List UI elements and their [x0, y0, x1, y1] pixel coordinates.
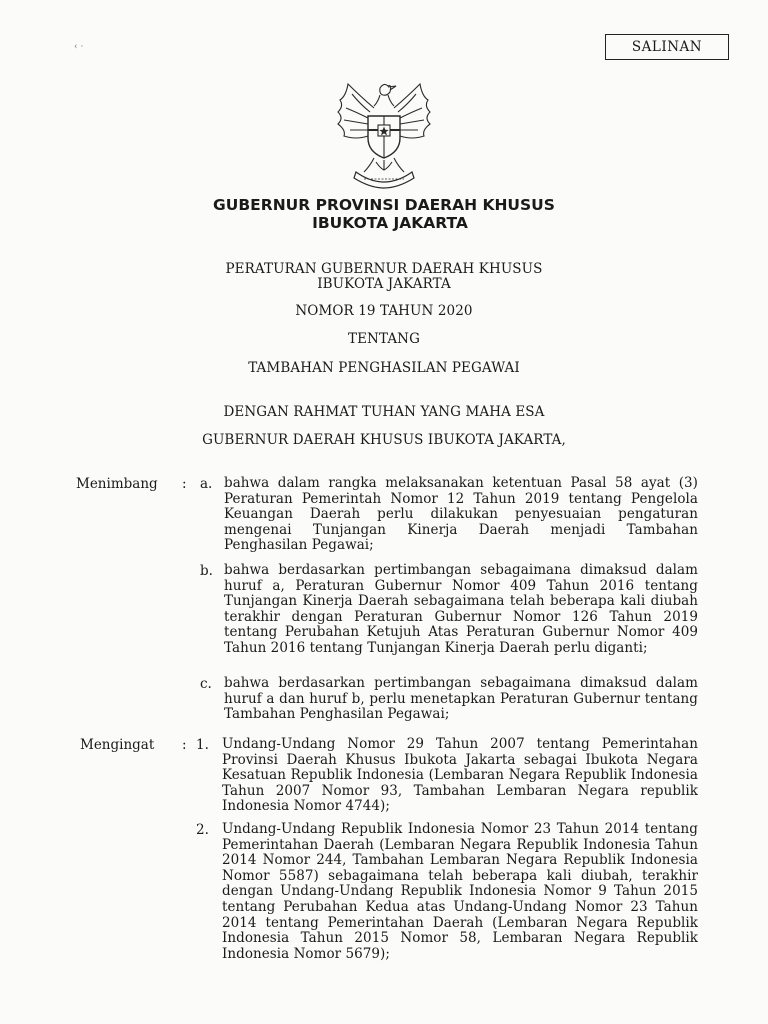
mengingat-item-2-text: Undang-Undang Republik Indonesia Nomor 23 Tahun 2014 tentang Pemerintahan Daerah (Lembaran Negara Republik Indonesia Tahun 2014 Nomor 244, Tambahan Lembaran Negara Republik Indonesia Nomor 5587) sebagaimana telah beberapa kali diubah, terakhir dengan Undang-Undang Republik Indonesia Nomor 9 Tahun 2015 tentang Perubahan Kedua atas Undang-Undang Nomor 23 Tahun 2014 tentang Pemerintahan Daerah (Lembaran Negara Republik Indonesia Tahun 2015 Nomor 58, Lembaran Negara Republik Indonesia Nomor 5679); — [222, 821, 698, 962]
regulation-title-line2: IBUKOTA JAKARTA — [317, 276, 451, 292]
issuer-line: GUBERNUR DAERAH KHUSUS IBUKOTA JAKARTA, — [202, 432, 566, 448]
menimbang-colon: : — [182, 476, 187, 492]
menimbang-item-a-text: bahwa dalam rangka melaksanakan ketentuan Pasal 58 ayat (3) Peraturan Pemerintah Nomor 12 Tahun 2019 tentang Pengelola Keuangan Daerah perlu dilakukan penyesuaian pengaturan mengenai Tunjangan Kinerja Daerah menjadi Tambahan Penghasilan Pegawai; — [224, 475, 698, 554]
mengingat-item-1-marker: 1. — [196, 737, 209, 753]
menimbang-item-c-text: bahwa berdasarkan pertimbangan sebagaimana dimaksud dalam huruf a dan huruf b, perlu menetapkan Peraturan Gubernur tentang Tambahan Penghasilan Pegawai; — [224, 675, 698, 723]
garuda-pancasila-emblem-icon — [330, 78, 438, 190]
scan-corner-mark: ‹ · — [74, 42, 84, 52]
menimbang-item-a-marker: a. — [200, 476, 213, 492]
regulation-title-line1: PERATURAN GUBERNUR DAERAH KHUSUS — [225, 261, 543, 277]
mengingat-item-1-text: Undang-Undang Nomor 29 Tahun 2007 tentang Pemerintahan Provinsi Daerah Khusus Ibukota Jakarta sebagai Ibukota Negara Kesatuan Republik Indonesia (Lembaran Negara Republik Indonesia Tahun 2007 Nomor 93, Tambahan Lembaran Negara republik Indonesia Nomor 4744); — [222, 736, 698, 815]
menimbang-label: Menimbang — [76, 476, 158, 492]
blessing-line: DENGAN RAHMAT TUHAN YANG MAHA ESA — [223, 404, 545, 420]
menimbang-item-b-text: bahwa berdasarkan pertimbangan sebagaimana dimaksud dalam huruf a, Peraturan Gubernur Nomor 409 Tahun 2016 tentang Tunjangan Kinerja Daerah sebagaimana telah beberapa kali diubah terakhir dengan Peraturan Gubernur Nomor 126 Tahun 2019 tentang Perubahan Ketujuh Atas Peraturan Gubernur Nomor 409 Tahun 2016 tentang Tunjangan Kinerja Daerah perlu diganti; — [224, 562, 698, 656]
regulation-number: NOMOR 19 TAHUN 2020 — [295, 303, 473, 319]
mengingat-colon: : — [182, 737, 187, 753]
menimbang-item-b-marker: b. — [200, 563, 213, 579]
governor-title-line2: IBUKOTA JAKARTA — [312, 214, 468, 232]
regulation-subject: TAMBAHAN PENGHASILAN PEGAWAI — [248, 360, 520, 376]
salinan-stamp: SALINAN — [605, 34, 729, 60]
mengingat-label: Mengingat — [80, 737, 155, 753]
mengingat-item-2-marker: 2. — [196, 822, 209, 838]
menimbang-item-c-marker: c. — [200, 676, 212, 692]
regulation-about: TENTANG — [348, 331, 420, 347]
governor-title-line1: GUBERNUR PROVINSI DAERAH KHUSUS — [213, 196, 555, 214]
